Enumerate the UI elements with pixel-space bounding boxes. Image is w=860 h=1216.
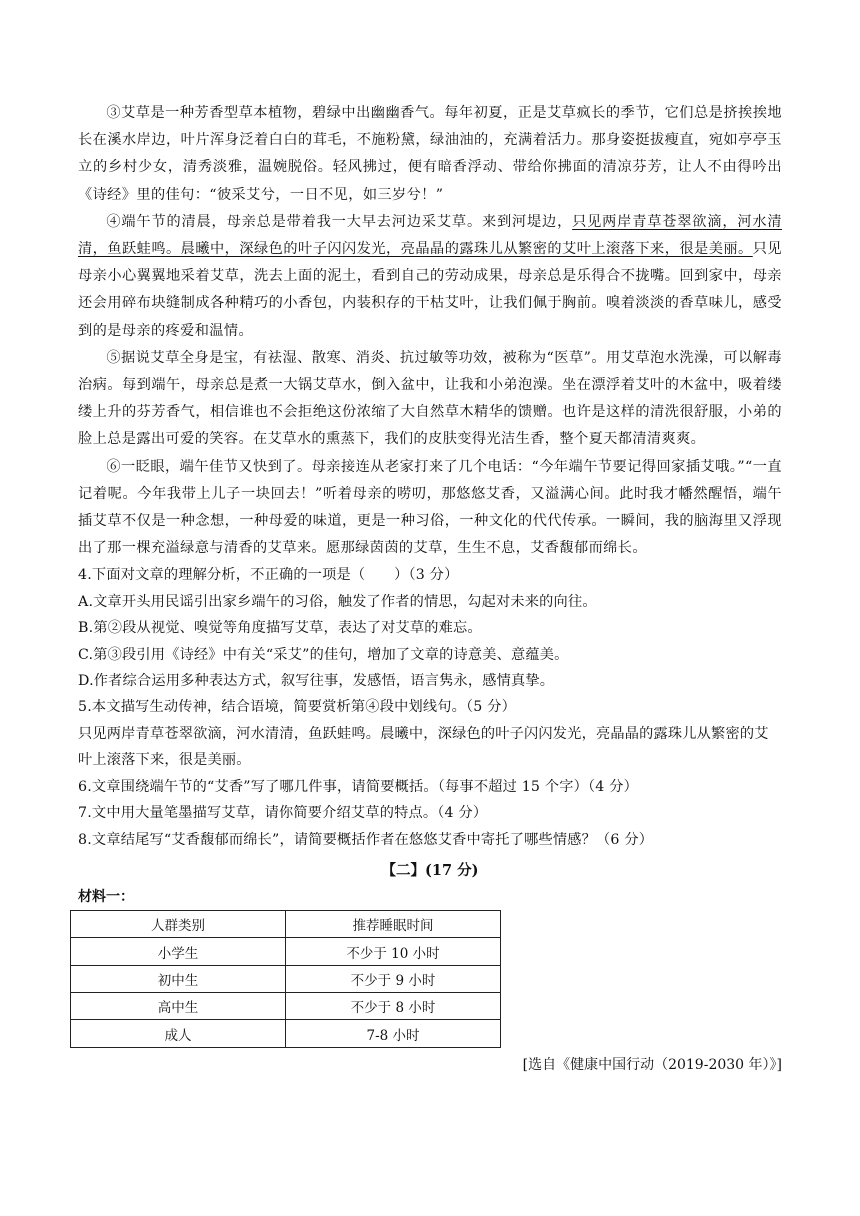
table-cell: 初中生 <box>71 965 286 992</box>
table-row <box>71 965 501 992</box>
table-row <box>71 938 501 965</box>
question-8: 8.文章结尾写“艾香馥郁而绵长”，请简要概括作者在悠悠艾香中寄托了哪些情感？（6 分） <box>78 831 654 848</box>
paragraph-4-rest: 只见母亲小心翼翼地采着艾草，洗去上面的泥土，看到自己的劳动成果，母亲总是乐得合不拢嘴。回到家中，母亲还会用碎布块缝制成各种精巧的小香包，内装积存的干枯艾叶，让我们佩于胸前。嗅着淡淡的香草味儿，感受到的是母亲的疼爱和温情。 <box>78 241 782 339</box>
paragraph-3: ③艾草是一种芳香型草本植物，碧绿中出幽幽香气。每年初夏，正是艾草疯长的季节，它们总是挤挨挨地长在溪水岸边，叶片浑身泛着白白的茸毛，不施粉黛，绿油油的，充满着活力。那身姿挺拔瘦直，宛如亭亭玉立的乡村少女，清秀淡雅，温婉脱俗。轻风拂过，便有暗香浮动、带给你拂面的清凉芬芳，让人不由得吟出《诗经》里的佳句：“彼采艾兮，一日不见，如三岁兮！” <box>78 105 782 203</box>
table-cell: 成人 <box>71 1020 286 1047</box>
sleep-table <box>70 910 501 1048</box>
question-6: 6.文章围绕端午节的“艾香”写了哪几件事，请简要概括。（每事不超过 15 个字）（4 分） <box>78 778 639 795</box>
table-cell: 7-8 小时 <box>286 1020 501 1047</box>
table-row <box>71 1020 501 1047</box>
table-row <box>71 993 501 1020</box>
table-cell: 不少于 10 小时 <box>286 938 501 965</box>
table-cell: 高中生 <box>71 993 286 1020</box>
paragraph-5: ⑤据说艾草全身是宝，有祛湿、散寒、消炎、抗过敏等功效，被称为“医草”。用艾草泡水洗澡，可以解毒治病。每到端午，母亲总是煮一大锅艾草水，倒入盆中，让我和小弟泡澡。坐在漂浮着艾叶的木盆中，吸着缕缕上升的芬芳香气，相信谁也不会拒绝这份浓缩了大自然草木精华的馈赠。也许是这样的清洗很舒服，小弟的脸上总是露出可爱的笑容。在艾草水的熏蒸下，我们的皮肤变得光洁生香，整个夏天都清清爽爽。 <box>78 349 782 448</box>
question-7: 7.文中用大量笔墨描写艾草，请你简要介绍艾草的特点。（4 分） <box>78 805 488 822</box>
material-label: 材料一： <box>78 888 134 905</box>
source-citation: [选自《健康中国行动（2019-2030 年）》] <box>522 1056 782 1073</box>
question-4: 4.下面对文章的理解分析，不正确的一项是（ ）（3 分） <box>78 567 459 584</box>
exam-page <box>78 100 782 1074</box>
paragraph-6: ⑥一眨眼，端午佳节又快到了。母亲接连从老家打来了几个电话：“今年端午节要记得回家插艾哦。”“一直记着呢。今年我带上儿子一块回去！”听着母亲的唠叨，那悠悠艾香，又溢满心间。此时我才幡然醒悟，端午插艾草不仅是一种念想，一种母爱的味道，更是一种习俗，一种文化的代代传承。一瞬间，我的脑海里又浮现出了那一棵充溢绿意与清香的艾草来。愿那绿茵茵的艾草，生生不息，艾香馥郁而绵长。 <box>78 458 782 557</box>
table-header-cell: 推荐睡眠时间 <box>286 910 501 937</box>
section-heading: 【二】(17 分) <box>381 861 479 879</box>
option-d: D.作者综合运用多种表达方式，叙写往事，发感悟，语言隽永，感情真挚。 <box>78 673 555 690</box>
option-a: A.文章开头用民谣引出家乡端午的习俗，触发了作者的情思，勾起对未来的向往。 <box>78 593 597 610</box>
option-b: B.第②段从视觉、嗅觉等角度描写艾草，表达了对艾草的难忘。 <box>78 620 482 637</box>
table-cell: 不少于 8 小时 <box>286 993 501 1020</box>
underlined-sentence: 只见两岸青草苍翠欲滴，河水清清，鱼跃蛙鸣。晨曦中，深绿色的叶子闪闪发光，亮晶晶的露珠儿从繁密的艾叶上滚落下来，很是美丽。 <box>78 213 782 258</box>
paragraph-4 <box>78 209 782 345</box>
table-cell: 小学生 <box>71 938 286 965</box>
table-cell: 不少于 9 小时 <box>286 965 501 992</box>
question-5-sentence: 只见两岸青草苍翠欲滴，河水清清，鱼跃蛙鸣。晨曦中，深绿色的叶子闪闪发光，亮晶晶的露珠儿从繁密的艾叶上滚落下来，很是美丽。 <box>78 725 769 769</box>
table-header-cell: 人群类别 <box>71 910 286 937</box>
paragraph-4-intro: ④端午节的清晨，母亲总是带着我一大早去河边采艾草。来到河堤边， <box>106 213 573 230</box>
option-c: C.第③段引用《诗经》中有关“采艾”的佳句，增加了文章的诗意美、意蕴美。 <box>78 646 569 663</box>
table-header-row <box>71 910 501 937</box>
question-5: 5.本文描写生动传神，结合语境，简要赏析第④段中划线句。（5 分） <box>78 699 517 716</box>
